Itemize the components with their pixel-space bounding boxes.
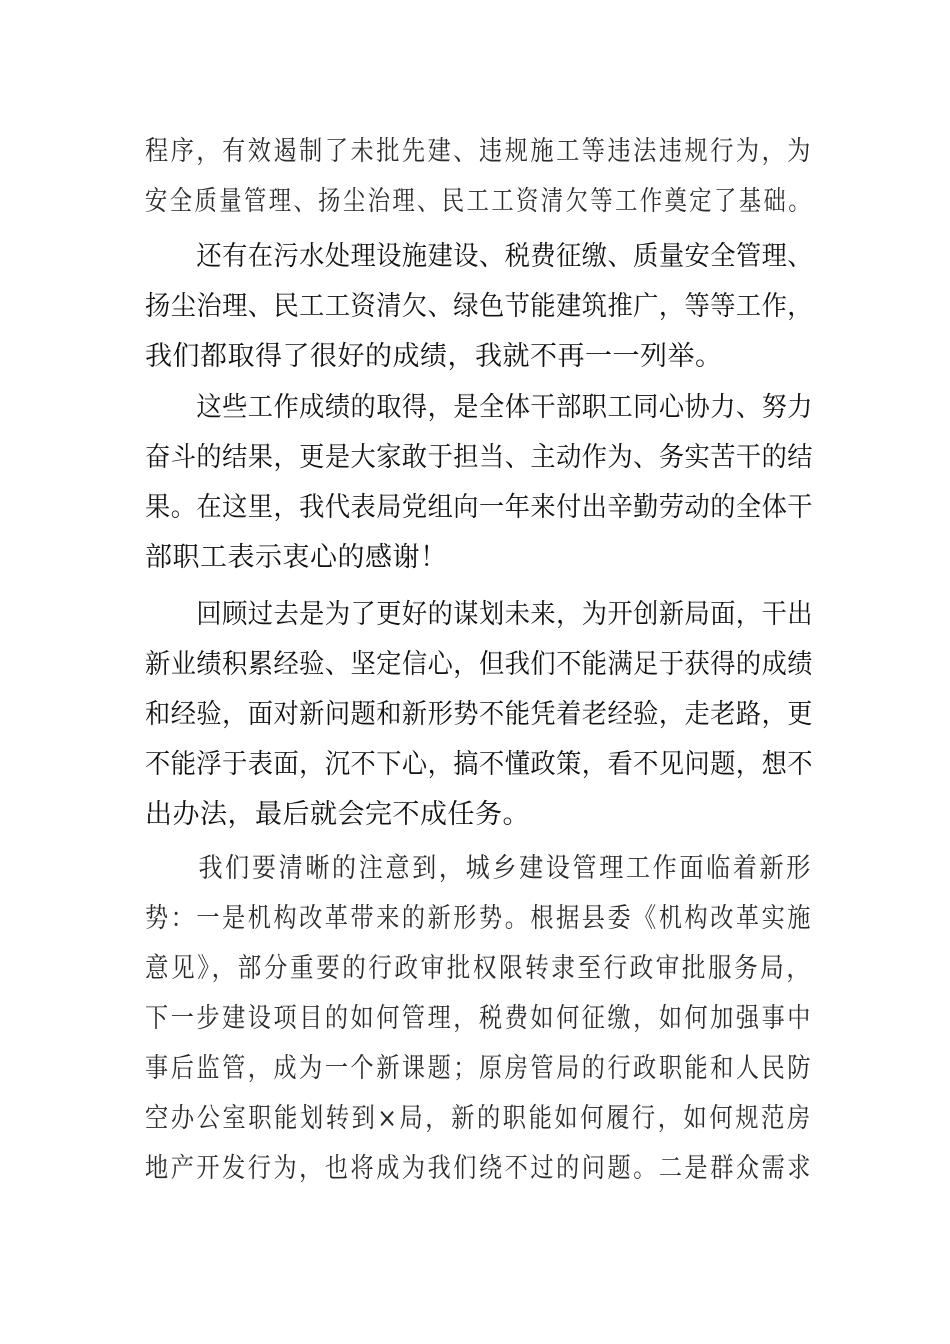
- text-line: 出办法，最后就会完不成任务。: [145, 799, 530, 830]
- text-line: 新业绩积累经验、坚定信心，但我们不能满足于获得的成绩: [145, 649, 813, 680]
- text-line: 势：一是机构改革带来的新形势。根据县委《机构改革实施: [145, 903, 813, 934]
- text-line: 事后监管，成为一个新课题；原房管局的行政职能和人民防: [145, 1053, 813, 1084]
- text-line: 地产开发行为，也将成为我们绕不过的问题。二是群众需求: [145, 1153, 813, 1184]
- text-line: 这些工作成绩的取得，是全体干部职工同心协力、努力: [145, 392, 813, 423]
- text-line: 下一步建设项目的如何管理，税费如何征缴，如何加强事中: [145, 1003, 813, 1034]
- text-line: 意见》，部分重要的行政审批权限转隶至行政审批服务局，: [145, 953, 813, 984]
- paragraph-review: [145, 590, 813, 840]
- text-line: 奋斗的结果，更是大家敢于担当、主动作为、务实苦干的结: [145, 442, 813, 473]
- text-line: 回顾过去是为了更好的谋划未来，为开创新局面，干出: [145, 599, 813, 630]
- text-line: 我们要清晰的注意到，城乡建设管理工作面临着新形: [145, 853, 813, 884]
- text-line: 部职工表示衷心的感谢！: [145, 542, 448, 573]
- text-line: 果。在这里，我代表局党组向一年来付出辛勤劳动的全体干: [145, 492, 813, 523]
- text-line: 程序，有效遏制了未批先建、违规施工等违法违规行为，为: [145, 136, 813, 167]
- paragraph-foundation: [145, 127, 813, 227]
- text-line: 安全质量管理、扬尘治理、民工工资清欠等工作奠定了基础。: [145, 186, 813, 217]
- text-line: 扬尘治理、民工工资清欠、绿色节能建筑推广，等等工作，: [145, 291, 813, 322]
- text-line: 还有在污水处理设施建设、税费征缴、质量安全管理、: [145, 241, 813, 272]
- paragraph-new-situation: [145, 844, 813, 1194]
- text-line: 不能浮于表面，沉不下心，搞不懂政策，看不见问题，想不: [145, 749, 813, 780]
- text-line: 空办公室职能划转到×局，新的职能如何履行，如何规范房: [145, 1103, 813, 1134]
- text-line: 和经验，面对新问题和新形势不能凭着老经验，走老路，更: [145, 699, 813, 730]
- text-line: 我们都取得了很好的成绩，我就不再一一列举。: [145, 341, 723, 372]
- paragraph-thanks: [145, 383, 813, 583]
- paragraph-other-achievements: [145, 232, 813, 382]
